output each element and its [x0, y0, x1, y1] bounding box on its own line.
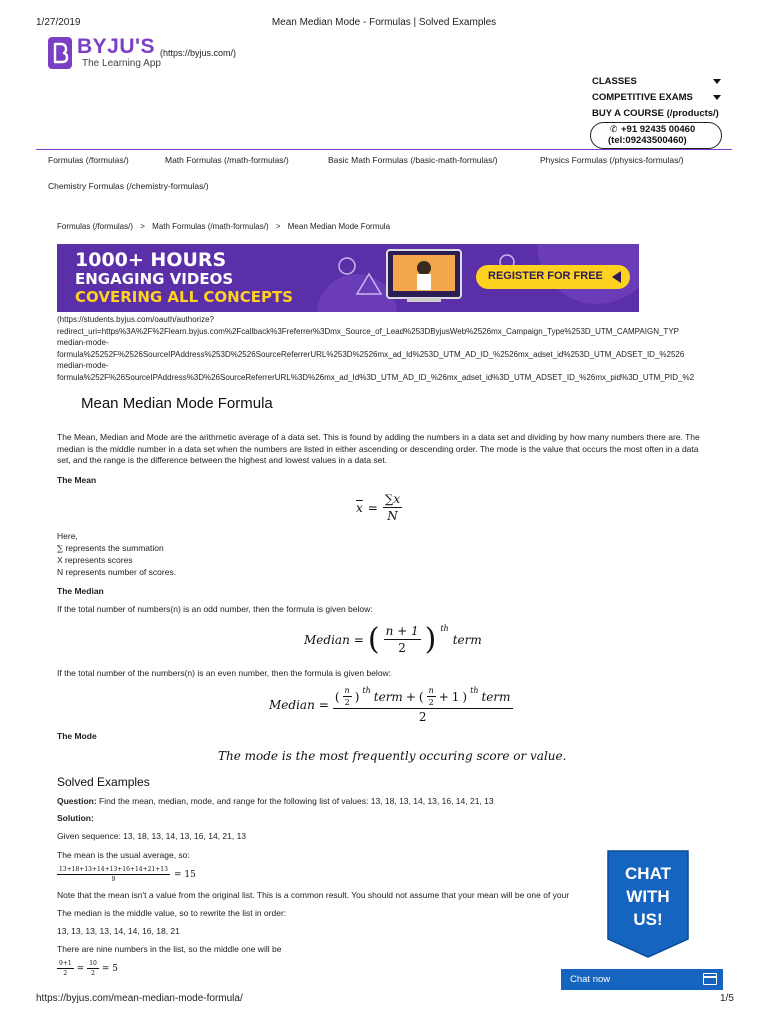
breadcrumb-item-current: Mean Median Mode Formula: [287, 222, 391, 231]
mean-calculation: [57, 866, 196, 883]
chat-now-label: Chat now: [570, 974, 611, 985]
banner-line-3: COVERING ALL CONCEPTS: [75, 288, 293, 306]
plus-sign: +: [405, 689, 416, 704]
banner-line-2: ENGAGING VIDEOS: [75, 270, 234, 288]
median-result: = 5: [101, 963, 118, 974]
phone-number[interactable]: +91 92435 00460: [621, 124, 696, 135]
solved-examples-heading: Solved Examples: [57, 775, 150, 789]
odd-text: If the total number of numbers(n) is an odd number, then the formula is given below:: [57, 604, 373, 614]
header-divider: [36, 149, 732, 150]
subnav-chemistry-formulas[interactable]: Chemistry Formulas (/chemistry-formulas/): [48, 181, 209, 191]
subnav-formulas[interactable]: Formulas (/formulas/): [48, 155, 129, 165]
mean-usual: The mean is the usual average, so:: [57, 850, 190, 860]
superscript-th: th: [440, 624, 449, 633]
register-button-label: REGISTER FOR FREE: [488, 270, 603, 282]
term-word: term: [452, 632, 482, 647]
denominator-two: 2: [418, 710, 427, 724]
denominator-two: 2: [428, 698, 434, 707]
register-button[interactable]: [476, 265, 630, 289]
banner-link-url[interactable]: [57, 314, 734, 383]
frac-num: 10: [89, 960, 97, 967]
denominator-two: 2: [344, 698, 350, 707]
median-word: Median: [269, 698, 315, 712]
nine-numbers-text: There are nine numbers in the list, so the middle one will be: [57, 944, 282, 954]
median-middle-text: The median is the middle value, so to rewrite the list in order:: [57, 908, 287, 918]
print-date: 1/27/2019: [36, 17, 81, 28]
superscript-th: th: [362, 686, 371, 695]
question-text: Find the mean, median, mode, and range for the following list of values: 13, 18, 13, 14, 13, 16, 14, 21, 13: [99, 796, 494, 806]
page-title: Mean Median Mode Formula: [81, 395, 273, 412]
equals-sign: =: [353, 632, 364, 647]
mode-heading: The Mode: [57, 731, 97, 741]
median-odd-formula: [304, 621, 482, 657]
breadcrumb: [57, 222, 390, 231]
ordered-list: 13, 13, 13, 13, 14, 14, 16, 18, 21: [57, 926, 180, 936]
url-line: median-mode-: [57, 338, 109, 347]
url-line: median-mode-: [57, 361, 109, 370]
chevron-down-icon[interactable]: [713, 79, 721, 84]
median-calculation: [57, 960, 118, 977]
arrow-left-icon: [612, 271, 621, 283]
here-text: Here,: [57, 531, 78, 541]
url-line: (https://students.byjus.com/oauth/authorize?: [57, 315, 214, 324]
mean-heading: The Mean: [57, 475, 97, 485]
x-bar: $\overline{x}$: [356, 500, 363, 515]
mean-formula: [356, 492, 402, 523]
paren-close: ): [424, 621, 437, 657]
breadcrumb-separator: >: [140, 222, 145, 231]
sigma-icon: ∑: [57, 544, 64, 554]
mode-formula: The mode is the most frequently occuring score or value.: [218, 749, 567, 763]
byjus-logo-icon[interactable]: [48, 37, 72, 69]
mean-fraction: [383, 492, 402, 523]
chat-badge-line: CHAT: [625, 864, 671, 883]
note-text: Note that the mean isn't a value from the original list. This is a common result. You should not assume that your mean will be one of your: [57, 890, 570, 900]
superscript-th: th: [470, 686, 479, 695]
chat-badge-text: [606, 862, 690, 931]
breadcrumb-item-math-formulas[interactable]: Math Formulas (/math-formulas/): [152, 222, 269, 231]
sigma-icon: ∑: [384, 492, 394, 506]
median-even-formula: [269, 686, 513, 724]
paren-open: (: [367, 621, 380, 657]
phone-tel[interactable]: (tel:09243500460): [608, 135, 687, 146]
footer-url: https://byjus.com/mean-median-mode-formula/: [36, 993, 243, 1004]
term-word: term: [373, 689, 403, 704]
equals-sign: =: [367, 500, 378, 515]
median-heading: The Median: [57, 586, 104, 596]
solution-label: Solution:: [57, 813, 94, 823]
subnav-physics-formulas[interactable]: Physics Formulas (/physics-formulas/): [540, 155, 684, 165]
plus-sign: +: [438, 689, 449, 704]
nav-competitive-exams[interactable]: COMPETITIVE EXAMS: [592, 92, 693, 103]
logo-brand[interactable]: BYJU'S: [77, 35, 156, 58]
subnav-basic-math-formulas[interactable]: Basic Math Formulas (/basic-math-formulas/): [328, 155, 498, 165]
given-sequence: Given sequence: 13, 18, 13, 14, 13, 16, 14, 21, 13: [57, 831, 247, 841]
chat-badge-line: WITH: [626, 887, 670, 906]
intro-paragraph: The Mean, Median and Mode are the arithmetic average of a data set. This is found by adding the numbers in a data set and dividing by how many numbers there are. The median is the middle number in a data set when the numbers are listed in either ascending or descending order. The mode is the value that occurs the most often in a data set, and the range is the difference between the highest and lowest values in a data set.: [57, 432, 700, 465]
phone-icon: ✆: [610, 124, 618, 134]
even-text: If the total number of the numbers(n) is an even number, then the formula is given below:: [57, 668, 392, 678]
nav-classes[interactable]: CLASSES: [592, 76, 637, 87]
var-x: x: [393, 492, 401, 506]
subnav-math-formulas[interactable]: Math Formulas (/math-formulas/): [165, 155, 289, 165]
mean-denominator: 9: [111, 876, 116, 883]
one: 1: [451, 689, 460, 704]
frac-den: 2: [63, 970, 68, 977]
var-n: n: [344, 686, 350, 695]
breadcrumb-item-formulas[interactable]: Formulas (/formulas/): [57, 222, 134, 231]
equals-sign: =: [76, 963, 85, 974]
mean-result: = 15: [173, 869, 196, 880]
var-n: N: [387, 509, 398, 523]
denominator-two: 2: [398, 641, 406, 655]
n-represents: N represents number of scores.: [57, 567, 177, 577]
print-title: Mean Median Mode - Formulas | Solved Examples: [271, 17, 497, 28]
median-even-fraction: ( $\frac{n}{2}$ ) th term + ( $\frac{n}{2}$ + 1 ) th term 2: [334, 686, 511, 724]
url-line: redirect_uri=https%3A%2F%2Flearn.byjus.com%2Fcallback%3Freferrer%3Dmx_Source_of_Lead%253DByjusWeb%2526mx_Campaign_Type%253D_UTM_CAMPAIGN_TYP: [57, 326, 679, 336]
nav-buy-course[interactable]: BUY A COURSE (/products/): [592, 108, 719, 119]
median-word: Median: [304, 632, 350, 647]
chevron-down-icon[interactable]: [713, 95, 721, 100]
url-line: formula%25252F%2526SourceIPAddress%253D%2526SourceReferrerURL%253D%2526mx_ad_Id%253D_UTM_AD_ID_%2526mx_adset_id%253D_UTM_ADSET_ID_%2526: [57, 349, 685, 359]
mean-sum: 13+18+13+14+13+16+14+21+13: [59, 866, 168, 873]
median-odd-fraction: [384, 624, 421, 655]
chat-with-us-badge[interactable]: [606, 849, 690, 959]
chat-window-icon: [703, 973, 717, 985]
footer-page-number: 1/5: [720, 993, 734, 1004]
logo-tagline: The Learning App: [82, 58, 161, 69]
logo-link[interactable]: (https://byjus.com/): [160, 48, 237, 58]
question: [57, 796, 494, 808]
n-plus-1: n + 1: [385, 624, 419, 638]
equals-sign: =: [318, 698, 329, 712]
breadcrumb-separator: >: [275, 222, 281, 231]
frac-den: 2: [91, 970, 95, 977]
frac-num: 9+1: [59, 960, 72, 967]
promo-banner[interactable]: [57, 244, 639, 312]
sum-line: [57, 543, 164, 556]
chat-now-bar[interactable]: [561, 969, 723, 990]
chat-badge-line: US!: [633, 910, 663, 929]
sum-text: represents the summation: [65, 543, 164, 553]
term-word: term: [481, 689, 511, 704]
x-represents: X represents scores: [57, 555, 133, 565]
question-label: Question:: [57, 796, 97, 806]
var-n: n: [428, 686, 434, 695]
banner-line-1: 1000+ HOURS: [75, 249, 227, 271]
url-line: formula%252F%26SourceIPAddress%3D%26SourceReferrerURL%3D%26mx_ad_Id%3D_UTM_AD_ID_%26mx_adset_id%3D_UTM_ADSET_ID_%26mx_pid%3D_UTM_PID_%2: [57, 372, 695, 382]
